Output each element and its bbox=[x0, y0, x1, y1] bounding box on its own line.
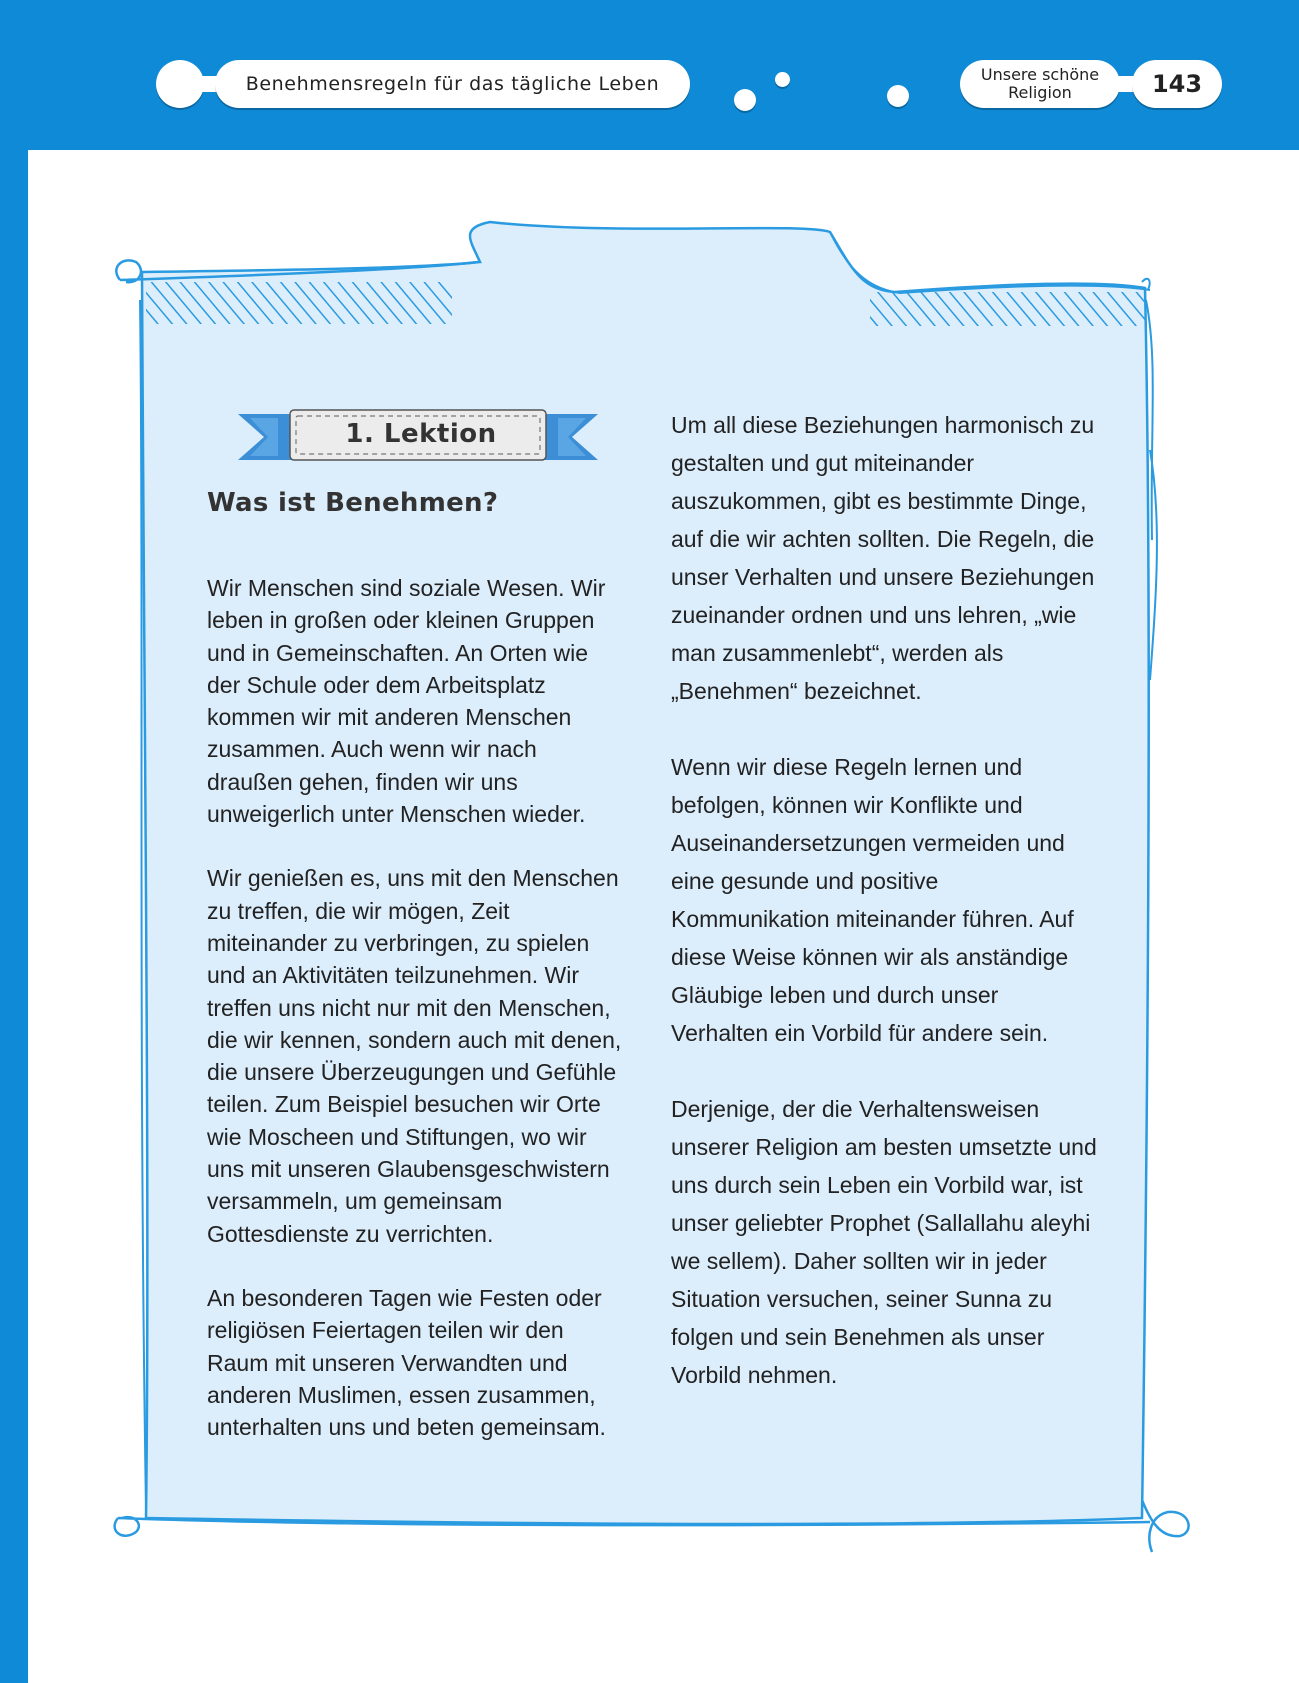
chapter-title: Benehmensregeln für das tägliche Leben bbox=[215, 60, 690, 108]
lesson-heading: Was ist Benehmen? bbox=[207, 488, 499, 518]
page-number: 143 bbox=[1132, 60, 1222, 108]
paragraph: Derjenige, der die Verhaltensweisen unserer Religion am besten umsetzte und uns durch sein Leben ein Vorbild war, ist unser geliebter Prophet (Sallallahu aleyhi we sellem). Daher sollten wir in jeder Situation versuchen, seiner Sunna zu folgen und sein Benehmen als unser Vorbild nehmen. bbox=[671, 1096, 1097, 1388]
lesson-label: 1. Lektion bbox=[345, 419, 497, 449]
left-column bbox=[207, 572, 627, 1475]
paragraph: Wir Menschen sind soziale Wesen. Wir leben in großen oder kleinen Gruppen und in Gemeinschaften. An Orten wie der Schule oder dem Arbeitsplatz kommen wir mit anderen Menschen zusammen. Auch wenn wir nach draußen gehen, finden wir uns unweigerlich unter Menschen wieder. bbox=[207, 575, 606, 828]
paragraph: Um all diese Beziehungen harmonisch zu gestalten und gut miteinander auszukommen, gibt es bestimmte Dinge, auf die wir achten sollten. Die Regeln, die unser Verhalten und unsere Beziehungen zueinander ordnen und uns lehren, „wie man zusammenlebt“, werden als „Benehmen“ bezeichnet. bbox=[671, 412, 1095, 704]
paragraph: Wir genießen es, uns mit den Menschen zu treffen, die wir mögen, Zeit miteinander zu verbringen, zu spielen und an Aktivitäten teilzunehmen. Wir treffen uns nicht nur mit den Menschen, die wir kennen, sondern auch mit denen, die unsere Überzeugungen und Gefühle teilen. Zum Beispiel besuchen wir Orte wie Moscheen und Stiftungen, wo wir uns mit unseren Glaubensgeschwistern versammeln, um gemeinsam Gottesdienste zu verrichten. bbox=[207, 865, 622, 1247]
paragraph: Wenn wir diese Regeln lernen und befolgen, können wir Konflikte und Auseinandersetzungen vermeiden und eine gesunde und positive Kommunikation miteinander führen. Auf diese Weise können wir als anständige Gläubige leben und durch unser Verhalten ein Vorbild für andere sein. bbox=[671, 754, 1074, 1046]
book-title: Unsere schöne Religion bbox=[960, 60, 1120, 108]
paragraph: An besonderen Tagen wie Festen oder religiösen Feiertagen teilen wir den Raum mit unseren Verwandten und anderen Muslimen, essen zusammen, unterhalten uns und beten gemeinsam. bbox=[207, 1284, 606, 1441]
right-column bbox=[671, 406, 1101, 1432]
